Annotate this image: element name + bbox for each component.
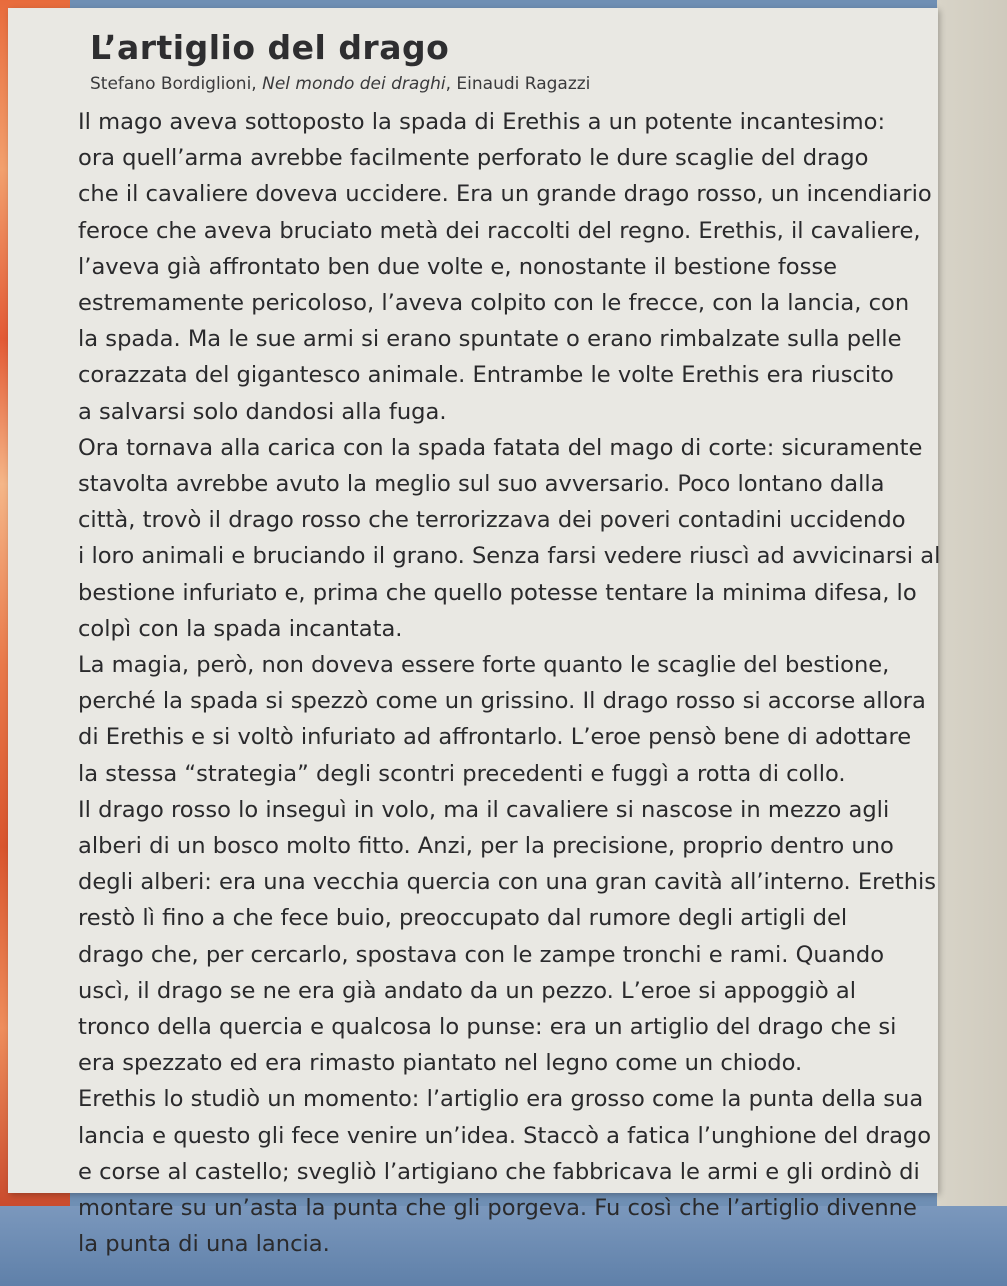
text-line: ora quell’arma avrebbe facilmente perforato le dure scaglie del drago [78, 145, 869, 172]
text-line: i loro animali e bruciando il grano. Senza farsi vedere riuscì ad avvicinarsi al [78, 543, 941, 570]
source-citation [90, 74, 590, 94]
text-line: uscì, il drago se ne era già andato da un pezzo. L’eroe si appoggiò al [78, 977, 857, 1004]
text-line: città, trovò il drago rosso che terrorizzava dei poveri contadini uccidendo [78, 507, 906, 534]
text-line: la spada. Ma le sue armi si erano spuntate o erano rimbalzate sulla pelle [78, 326, 902, 353]
text-line: montare su un’asta la punta che gli porgeva. Fu così che l’artiglio divenne [78, 1195, 917, 1222]
text-line: e corse al castello; svegliò l’artigiano che fabbricava le armi e gli ordinò di [78, 1158, 920, 1185]
text-line: a salvarsi solo dandosi alla fuga. [78, 398, 447, 425]
text-line: bestione infuriato e, prima che quello potesse tentare la minima difesa, lo [78, 579, 917, 606]
text-line: che il cavaliere doveva uccidere. Era un grande drago rosso, un incendiario [78, 181, 932, 208]
text-line: Ora tornava alla carica con la spada fatata del mago di corte: sicuramente [78, 434, 923, 461]
text-line: restò lì fino a che fece buio, preoccupato dal rumore degli artigli del [78, 905, 848, 932]
source-book-title: Nel mondo dei draghi [262, 74, 446, 94]
text-line: lancia e questo gli fece venire un’idea. Staccò a fatica l’unghione del drago [78, 1122, 932, 1149]
text-line: era spezzato ed era rimasto piantato nel legno come un chiodo. [78, 1050, 803, 1077]
text-line: Il drago rosso lo inseguì in volo, ma il cavaliere si nascose in mezzo agli [78, 796, 890, 823]
text-line: Il mago aveva sottoposto la spada di Erethis a un potente incantesimo: [78, 109, 886, 135]
source-author: Stefano Bordiglioni, [90, 74, 263, 94]
text-line: di Erethis e si voltò infuriato ad affrontarlo. L’eroe pensò bene di adottare [78, 724, 912, 751]
text-line: corazzata del gigantesco animale. Entrambe le volte Erethis era riuscito [78, 362, 894, 389]
text-line: degli alberi: era una vecchia quercia con una gran cavità all’interno. Erethis [78, 869, 937, 896]
text-line: la stessa “strategia” degli scontri precedenti e fuggì a rotta di collo. [78, 760, 846, 787]
text-line: alberi di un bosco molto fitto. Anzi, per la precisione, proprio dentro uno [78, 833, 894, 860]
story-body [78, 104, 948, 1263]
text-line: la punta di una lancia. [78, 1231, 330, 1258]
text-line: estremamente pericoloso, l’aveva colpito con le frecce, con la lancia, con [78, 290, 910, 317]
story-title: L’artiglio del drago [90, 28, 450, 67]
text-line: drago che, per cercarlo, spostava con le zampe tronchi e rami. Quando [78, 941, 885, 968]
text-line: colpì con la spada incantata. [78, 615, 403, 642]
book-page [8, 8, 941, 1258]
text-line: tronco della quercia e qualcosa lo punse: era un artiglio del drago che si [78, 1014, 897, 1041]
text-line: La magia, però, non doveva essere forte quanto le scaglie del bestione, [78, 652, 890, 679]
source-publisher: , Einaudi Ragazzi [445, 74, 591, 94]
text-line: stavolta avrebbe avuto la meglio sul suo avversario. Poco lontano dalla [78, 471, 885, 498]
text-line: l’aveva già affrontato ben due volte e, nonostante il bestione fosse [78, 253, 838, 280]
text-line: perché la spada si spezzò come un grissino. Il drago rosso si accorse allora [78, 688, 926, 715]
text-line: feroce che aveva bruciato metà dei raccolti del regno. Erethis, il cavaliere, [78, 217, 921, 244]
text-line: Erethis lo studiò un momento: l’artiglio era grosso come la punta della sua [78, 1086, 924, 1113]
